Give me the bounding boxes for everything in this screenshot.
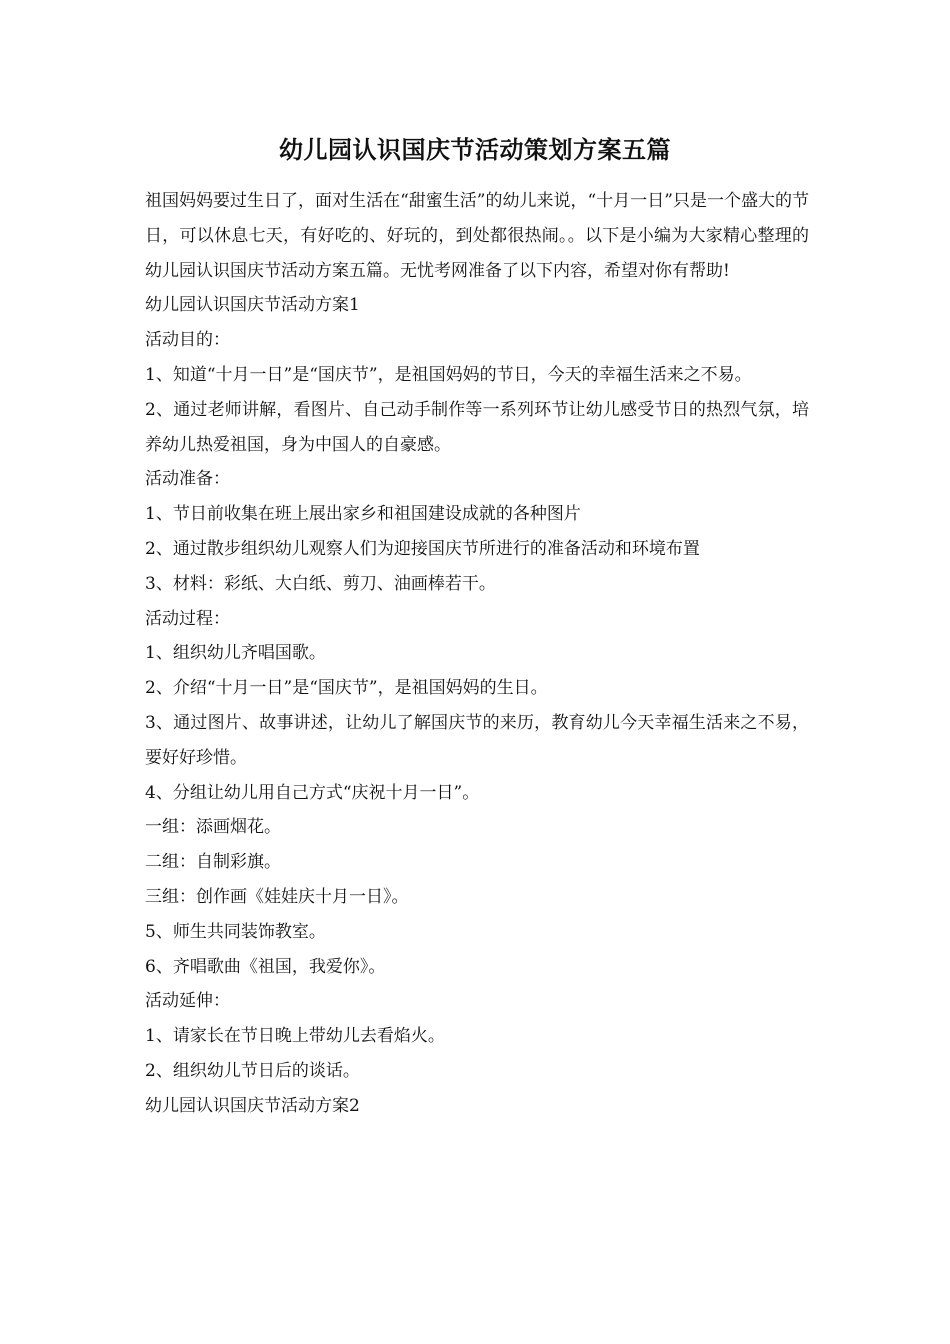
subheading-preparation: 活动准备： bbox=[145, 469, 230, 490]
goal-item-1: 1、知道“十月一日”是“国庆节”，是祖国妈妈的节日，今天的幸福生活来之不易。 bbox=[145, 364, 752, 385]
process-item-1: 1、组织幼儿齐唱国歌。 bbox=[145, 643, 326, 664]
process-item-6: 6、齐唱歌曲《祖国，我爱你》。 bbox=[145, 956, 386, 977]
document-title: 幼儿园认识国庆节活动策划方案五篇 bbox=[279, 135, 671, 164]
intro-paragraph: 祖国妈妈要过生日了，面对生活在“甜蜜生活”的幼儿来说，“十月一日”只是一个盛大的节日，可以休息七天，有好吃的、好玩的，到处都很热闹。。以下是小编为大家精心整理的幼儿园认识国庆节活动方案五篇。无忧考网准备了以下内容，希望对你有帮助! bbox=[145, 191, 809, 281]
preparation-item-1: 1、节日前收集在班上展出家乡和祖国建设成就的各种图片 bbox=[145, 504, 581, 525]
group-item-2: 二组：自制彩旗。 bbox=[145, 852, 281, 873]
process-item-2: 2、介绍“十月一日”是“国庆节”，是祖国妈妈的生日。 bbox=[145, 678, 548, 699]
subheading-extension: 活动延伸： bbox=[145, 991, 230, 1012]
process-item-5: 5、师生共同装饰教室。 bbox=[145, 921, 326, 942]
preparation-item-2: 2、通过散步组织幼儿观察人们为迎接国庆节所进行的准备活动和环境布置 bbox=[145, 538, 700, 559]
section-heading-plan-2: 幼儿园认识国庆节活动方案2 bbox=[145, 1095, 360, 1116]
extension-item-1: 1、请家长在节日晚上带幼儿去看焰火。 bbox=[145, 1026, 445, 1047]
process-item-4: 4、分组让幼儿用自己方式“庆祝十月一日”。 bbox=[145, 782, 480, 803]
process-item-3: 3、通过图片、故事讲述，让幼儿了解国庆节的来历，教育幼儿今天幸福生活来之不易，要好好珍惜。 bbox=[145, 712, 809, 768]
document-body bbox=[145, 184, 809, 1124]
group-item-3: 三组：创作画《娃娃庆十月一日》。 bbox=[145, 886, 409, 907]
extension-item-2: 2、组织幼儿节日后的谈话。 bbox=[145, 1060, 360, 1081]
subheading-goals: 活动目的： bbox=[145, 330, 230, 351]
subheading-process: 活动过程： bbox=[145, 608, 230, 629]
group-item-1: 一组：添画烟花。 bbox=[145, 817, 281, 838]
preparation-item-3: 3、材料：彩纸、大白纸、剪刀、油画棒若干。 bbox=[145, 573, 496, 594]
goal-item-2: 2、通过老师讲解，看图片、自己动手制作等一系列环节让幼儿感受节日的热烈气氛，培养幼儿热爱祖国，身为中国人的自豪感。 bbox=[145, 399, 809, 455]
section-heading-plan-1: 幼儿园认识国庆节活动方案1 bbox=[145, 295, 360, 316]
